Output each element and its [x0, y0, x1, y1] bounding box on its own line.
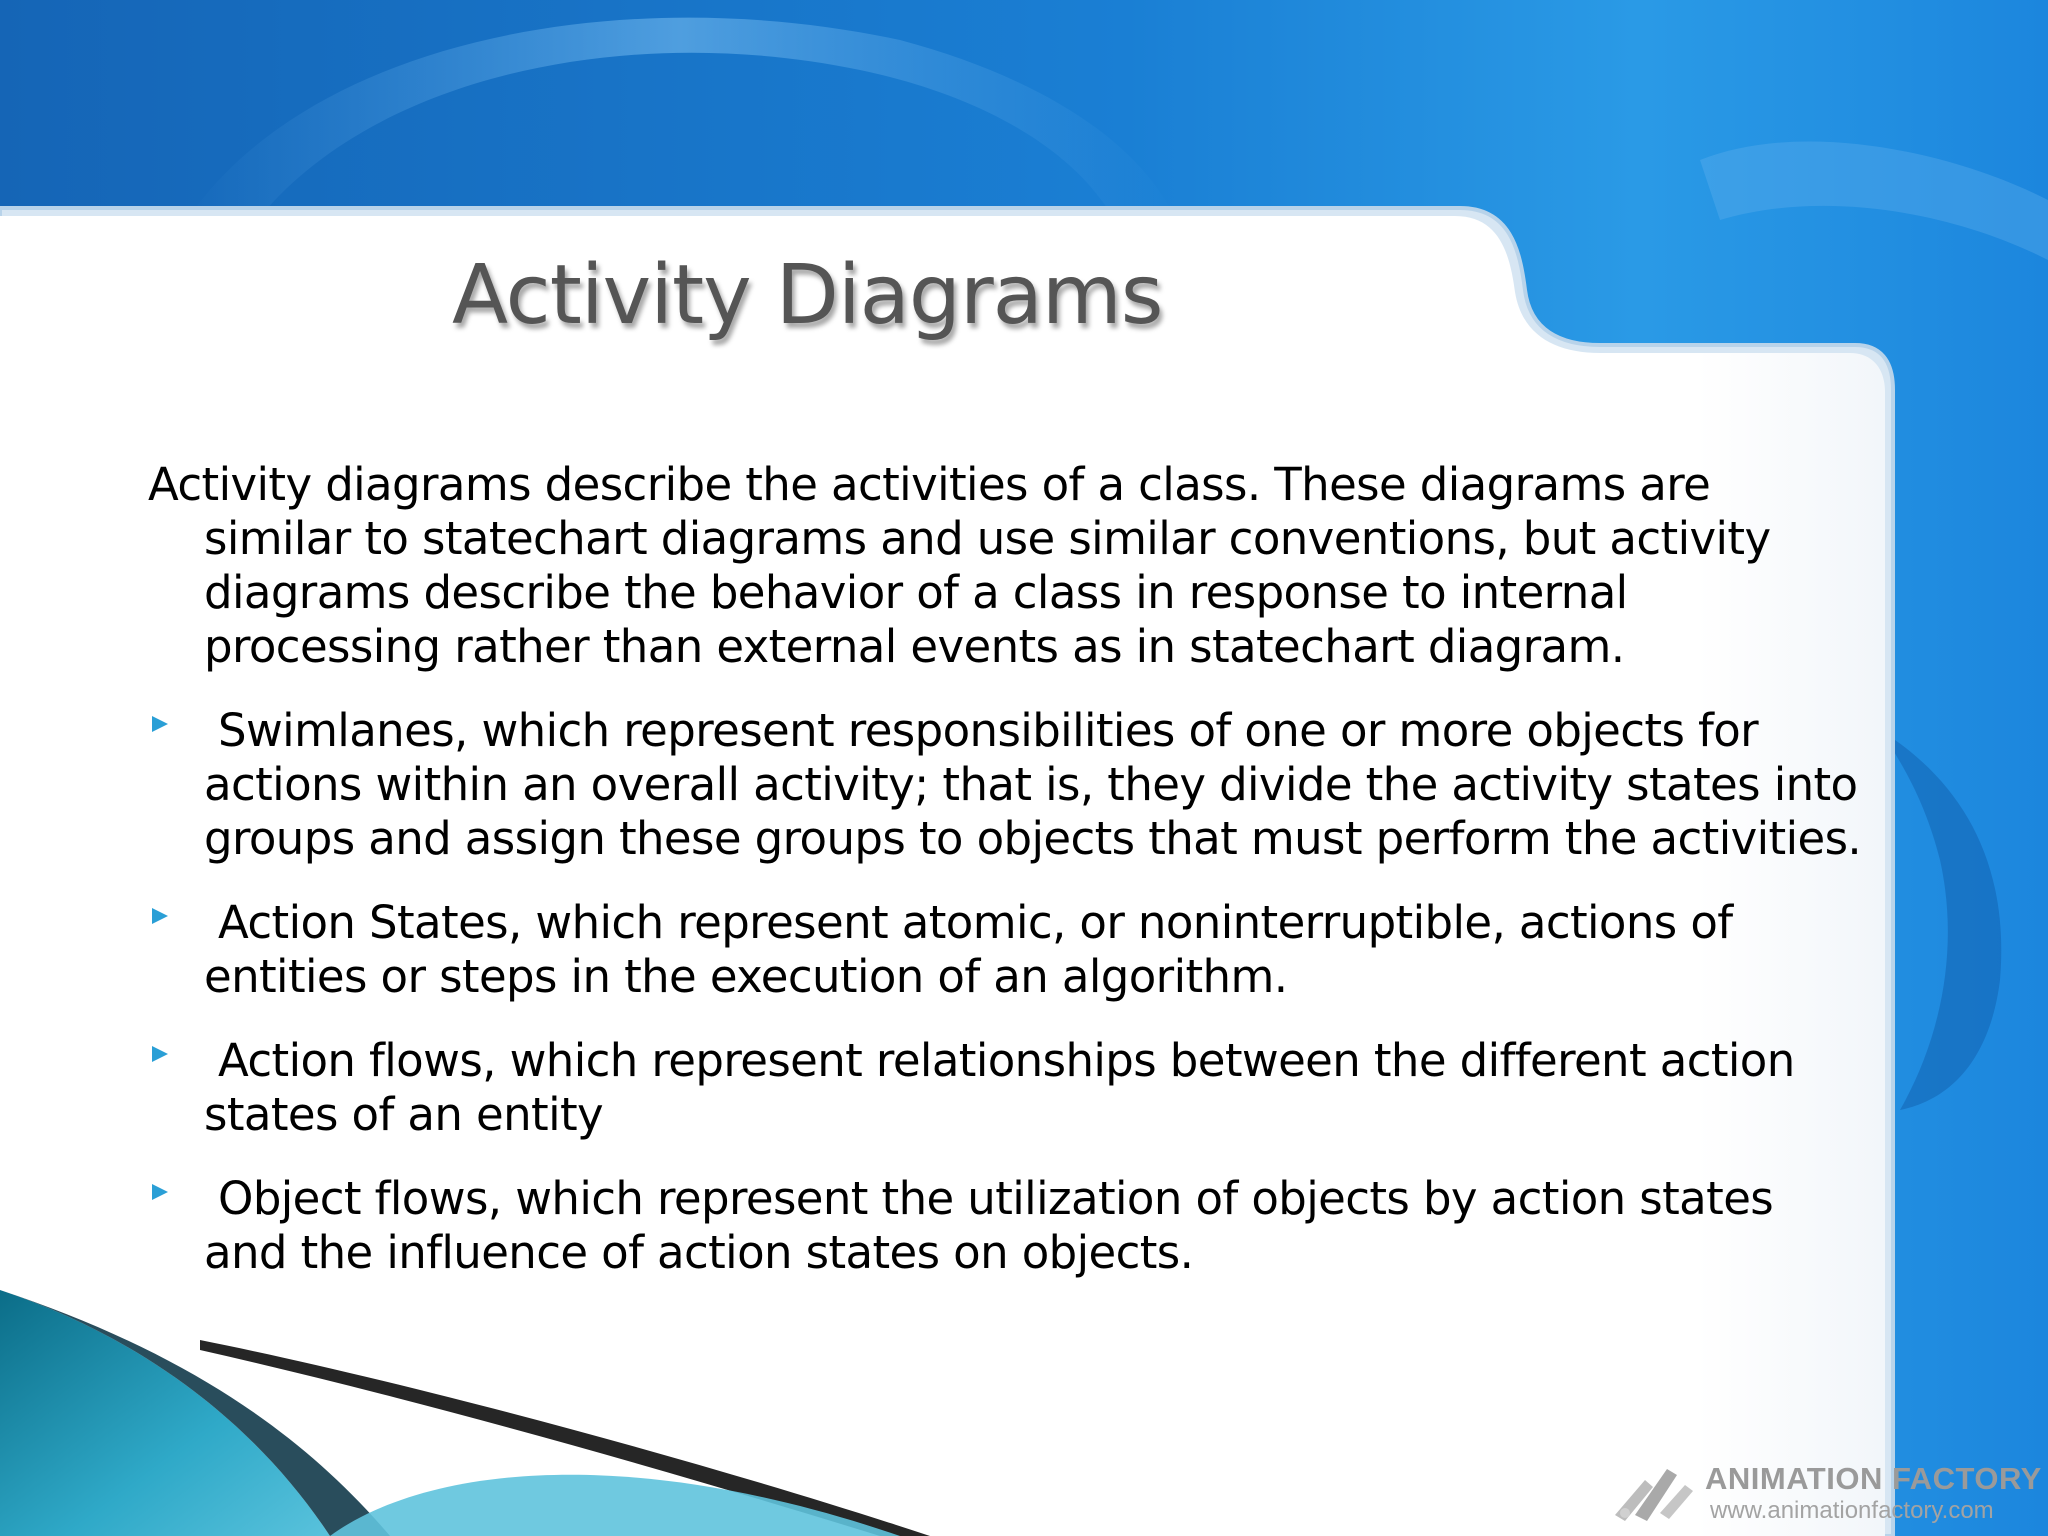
film-strip-logo-icon	[1605, 1455, 1705, 1525]
slide-title: Activity Diagrams	[452, 248, 1163, 343]
watermark-name: ANIMATION FACTORY	[1705, 1461, 2042, 1496]
watermark-url: www.animationfactory.com	[1710, 1497, 1994, 1524]
bullet-text: Swimlanes, which represent responsibilities of one or more objects for actions within an overall activity; that is, they divide the activity states into groups and assign these groups to objects that must perform the activities.	[204, 704, 1862, 865]
slide-body	[148, 458, 1868, 1310]
bullet-action-flows	[148, 1034, 1868, 1142]
animation-factory-watermark	[1605, 1455, 2042, 1525]
bullet-text: Action flows, which represent relationships between the different action states of an entity	[204, 1034, 1795, 1141]
bullet-object-flows	[148, 1172, 1868, 1280]
bullet-swimlanes	[148, 704, 1868, 866]
triangle-bullet-icon	[152, 1184, 168, 1200]
bullet-text: Object flows, which represent the utilization of objects by action states and the influence of action states on objects.	[204, 1172, 1774, 1279]
triangle-bullet-icon	[152, 716, 168, 732]
bullet-action-states	[148, 896, 1868, 1004]
intro-paragraph: Activity diagrams describe the activities of a class. These diagrams are similar to statechart diagrams and use similar conventions, but activity diagrams describe the behavior of a class in response to internal processing rather than external events as in statechart diagram.	[148, 458, 1771, 673]
triangle-bullet-icon	[152, 1046, 168, 1062]
bullet-text: Action States, which represent atomic, or noninterruptible, actions of entities or steps in the execution of an algorithm.	[204, 896, 1733, 1003]
triangle-bullet-icon	[152, 908, 168, 924]
